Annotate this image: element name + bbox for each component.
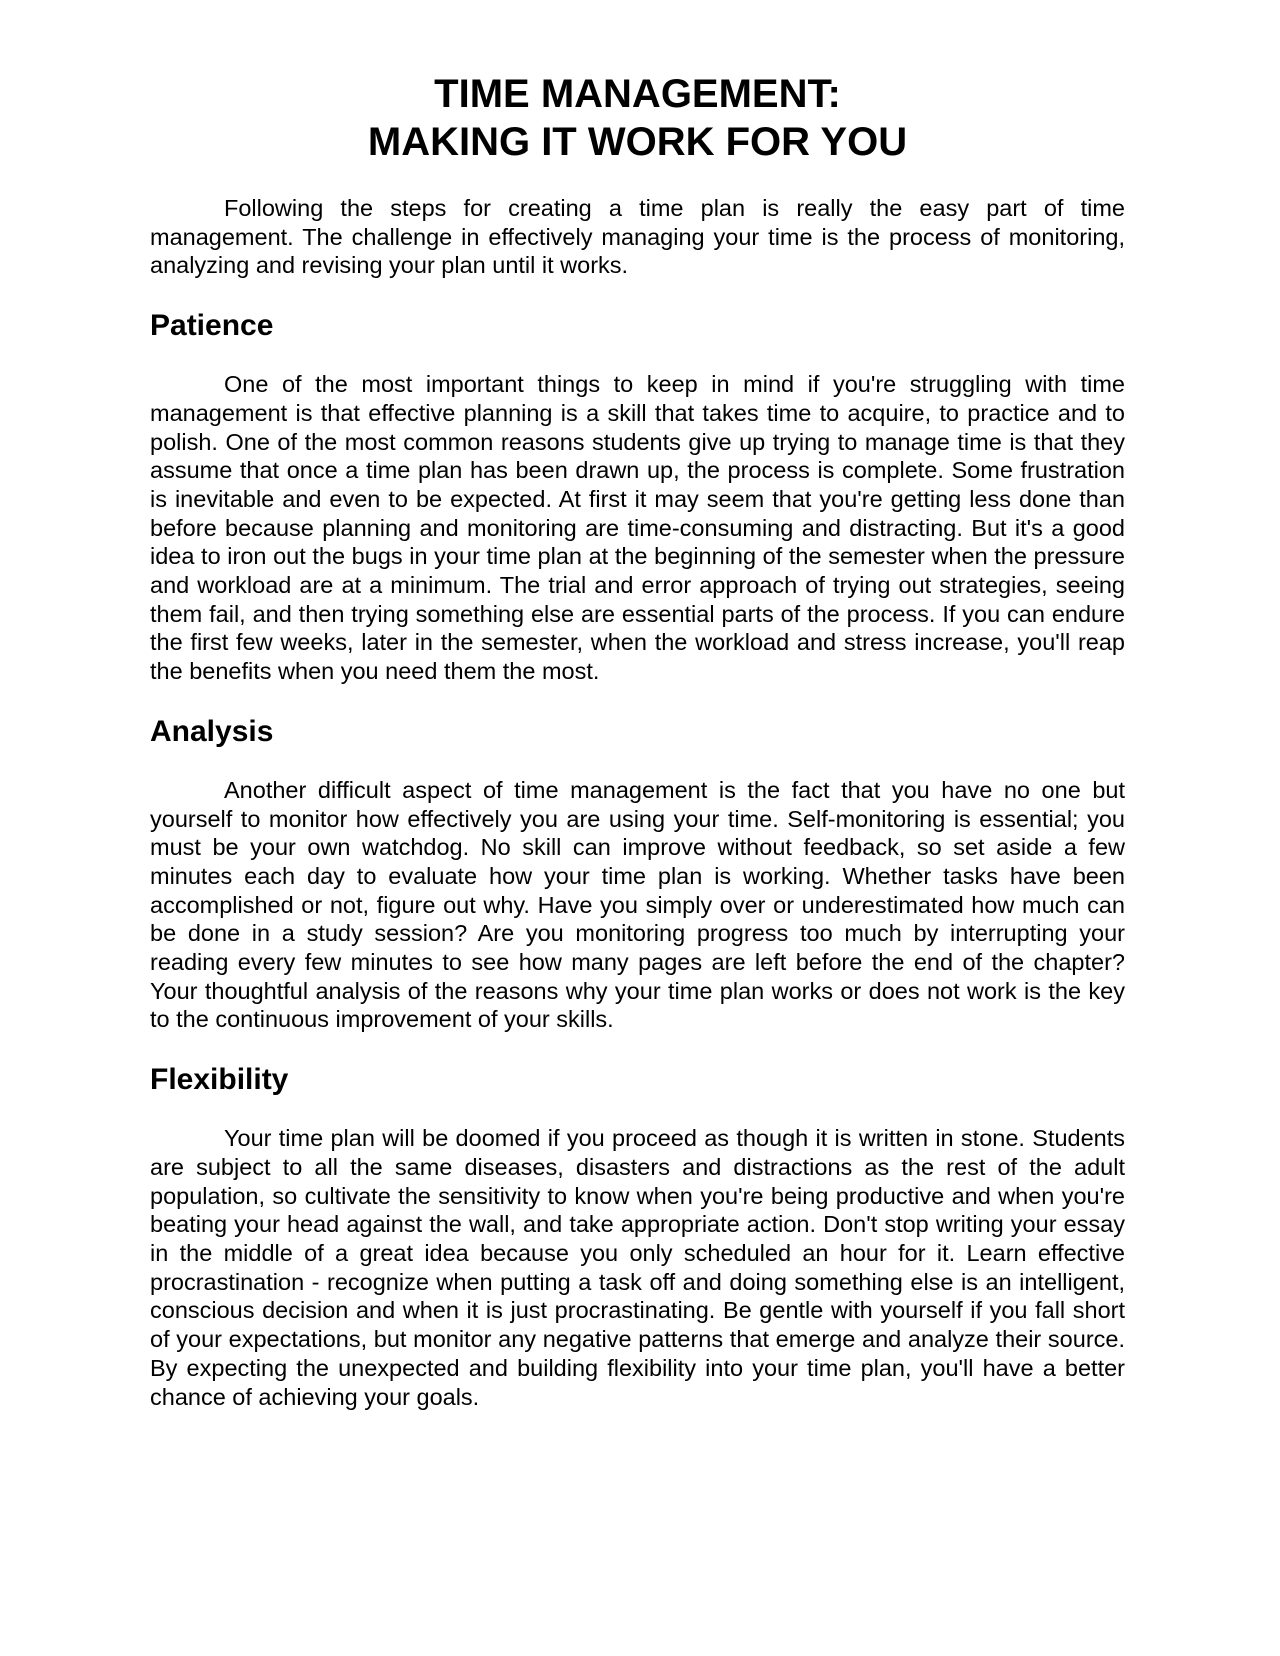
title-line-1: TIME MANAGEMENT: [434,72,841,116]
section-body-flexibility: Your time plan will be doomed if you proceed as though it is written in stone. Students are subject to all the same diseases, disasters and distractions as the rest of the adult population, so cultivate the sensitivity to know when you're being productive and when you're beating your head against the wall, and take appropriate action. Don't stop writing your essay in the middle of a great idea because you only scheduled an hour for it. Learn effective procrastination - recognize when putting a task off and doing something else is an intelligent, conscious decision and when it is just procrastinating. Be gentle with yourself if you fall short of your expectations, but monitor any negative patterns that emerge and analyze their source. By expecting the unexpected and building flexibility into your time plan, you'll have a better chance of achieving your goals. [150,1125,1125,1410]
section-body-analysis: Another difficult aspect of time management is the fact that you have no one but yourself to monitor how effectively you are using your time. Self-monitoring is essential; you must be your own watchdog. No skill can improve without feedback, so set aside a few minutes each day to evaluate how your time plan is working. Whether tasks have been accomplished or not, figure out why. Have you simply over or underestimated how much can be done in a study session? Are you monitoring progress too much by interrupting your reading every few minutes to see how many pages are left before the end of the chapter? Your thoughtful analysis of the reasons why your time plan works or does not work is the key to the continuous improvement of your skills. [150,776,1125,1033]
document-page [150,70,1125,1411]
intro-paragraph: Following the steps for creating a time plan is really the easy part of time management. The challenge in effectively managing your time is the process of monitoring, analyzing and revising your plan until it works. [150,195,1125,279]
section-heading-analysis: Analysis [150,714,274,748]
title-line-2: MAKING IT WORK FOR YOU [367,120,908,164]
document-title [150,70,1125,166]
section-body-patience: One of the most important things to keep in mind if you're struggling with time management is that effective planning is a skill that takes time to acquire, to practice and to polish. One of the most common reasons students give up trying to manage time is that they assume that once a time plan has been drawn up, the process is complete. Some frustration is inevitable and even to be expected. At first it may seem that you're getting less done than before because planning and monitoring are time-consuming and distracting. But it's a good idea to iron out the bugs in your time plan at the beginning of the semester when the pressure and workload are at a minimum. The trial and error approach of trying out strategies, seeing them fail, and then trying something else are essential parts of the process. If you can endure the first few weeks, later in the semester, when the workload and stress increase, you'll reap the benefits when you need them the most. [150,371,1125,685]
section-heading-patience: Patience [150,309,274,343]
section-heading-flexibility: Flexibility [150,1063,289,1097]
